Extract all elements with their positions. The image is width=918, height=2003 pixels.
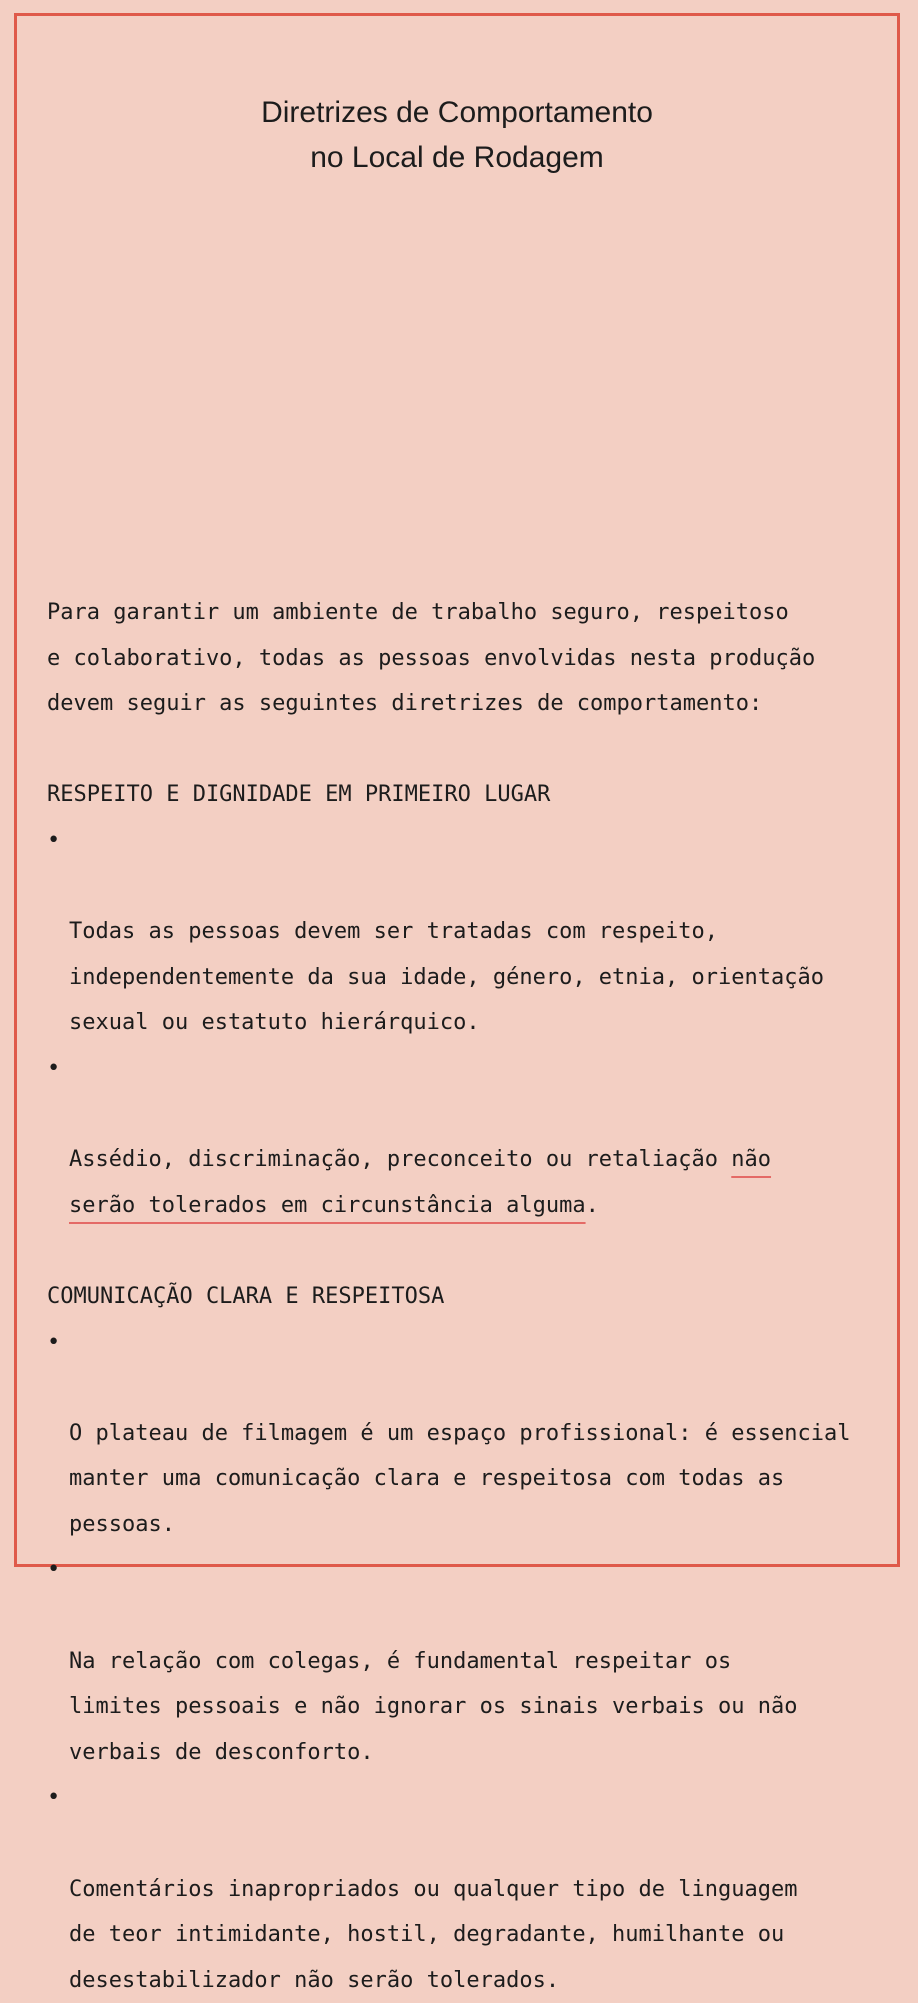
document-frame <box>14 13 900 1567</box>
document-title <box>17 90 897 180</box>
title-line-2: no Local de Rodagem <box>17 135 897 180</box>
list-item-text: Todas as pessoas devem ser tratadas com respeito, independentemente da sua idade, género, etnia, orientação sexual ou estatuto hierárquico. <box>69 919 824 1035</box>
list-item <box>47 1046 887 1228</box>
title-line-1: Diretrizes de Comportamento <box>17 90 897 135</box>
list-item-text: Assédio, discriminação, preconceito ou retaliação <box>69 1147 731 1172</box>
intro-paragraph: Para garantir um ambiente de trabalho seguro, respeitoso e colaborativo, todas as pessoas envolvidas nesta produção devem seguir as seguintes diretrizes de comportamento: <box>47 590 887 727</box>
list-item-text: Comentários inapropriados ou qualquer tipo de linguagem de teor intimidante, hostil, degradante, humilhante ou desestabilizador não serão tolerados. <box>69 1877 797 1993</box>
list-item <box>47 1547 887 1775</box>
bullet-list <box>47 818 887 1228</box>
list-item-text-end: . <box>586 1193 599 1218</box>
section-respeito <box>47 772 887 1228</box>
list-item-text: Na relação com colegas, é fundamental respeitar os limites pessoais e não ignorar os sinais verbais ou não verbais de desconforto. <box>69 1649 797 1765</box>
bullet-list <box>47 1320 887 2003</box>
bullet-icon: • <box>47 818 60 864</box>
bullet-icon: • <box>47 1775 60 1821</box>
section-heading: RESPEITO E DIGNIDADE EM PRIMEIRO LUGAR <box>47 772 887 818</box>
bullet-icon: • <box>47 1046 60 1092</box>
list-item <box>47 818 887 1046</box>
section-comunicacao <box>47 1274 887 2003</box>
bullet-icon: • <box>47 1547 60 1593</box>
list-item <box>47 1775 887 2003</box>
bullet-icon: • <box>47 1320 60 1366</box>
section-heading: COMUNICAÇÃO CLARA E RESPEITOSA <box>47 1274 887 1320</box>
list-item-text: O plateau de filmagem é um espaço profissional: é essencial manter uma comunicação clara e respeitosa com todas as pessoas. <box>69 1421 850 1537</box>
list-item <box>47 1320 887 1548</box>
document-body <box>47 590 887 2003</box>
highlighted-text: não serão tolerados em circunstância alguma <box>69 1147 771 1218</box>
